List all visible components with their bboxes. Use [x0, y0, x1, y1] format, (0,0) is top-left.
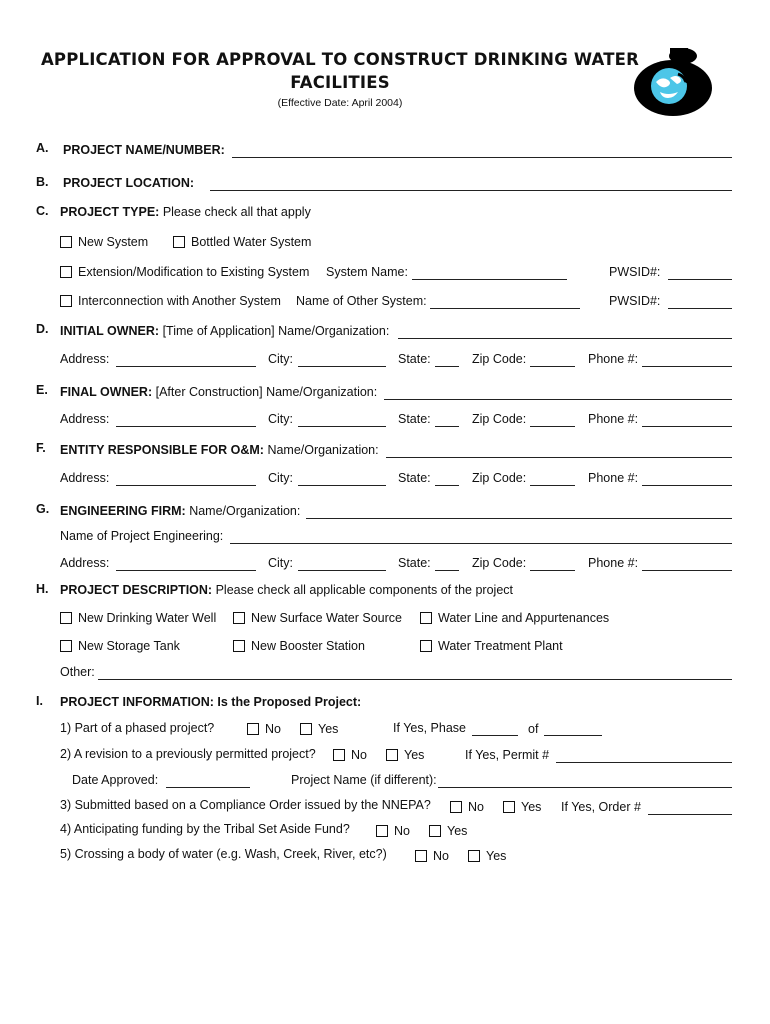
date-approved-label: Date Approved:	[72, 773, 159, 787]
section-letter-d: D.	[36, 322, 49, 336]
city-field-e[interactable]	[298, 426, 386, 427]
form-title-line1: APPLICATION FOR APPROVAL TO CONSTRUCT DRINKING WATER	[40, 50, 640, 69]
system-name-label: System Name:	[326, 265, 408, 279]
project-location-field[interactable]	[210, 190, 732, 191]
interconnection-label: Interconnection with Another System	[78, 294, 281, 308]
city-field-f[interactable]	[298, 485, 386, 486]
project-type-instruction: Please check all that apply	[162, 205, 311, 219]
address-label-f: Address:	[60, 471, 110, 485]
pwsid-field-2[interactable]	[668, 308, 732, 309]
checkbox-new-system[interactable]	[60, 236, 72, 248]
q1-yes-label: Yes	[318, 722, 339, 736]
phone-field-e[interactable]	[642, 426, 732, 427]
new-well-label: New Drinking Water Well	[78, 611, 217, 625]
other-system-name-field[interactable]	[430, 308, 580, 309]
engineering-firm-heading	[60, 504, 300, 518]
om-entity-heading	[60, 443, 379, 457]
project-description-instruction: Please check all applicable components of the project	[215, 583, 513, 597]
q4-yes-label: Yes	[447, 824, 468, 838]
zip-field-e[interactable]	[530, 426, 575, 427]
q5-no-label: No	[433, 849, 449, 863]
om-entity-label: ENTITY RESPONSIBLE FOR O&M:	[60, 443, 264, 457]
city-label-e: City:	[268, 412, 293, 426]
section-letter-b: B.	[36, 175, 49, 189]
checkbox-q3-yes[interactable]	[503, 801, 515, 813]
zip-label-e: Zip Code:	[472, 412, 527, 426]
initial-owner-label: INITIAL OWNER:	[60, 324, 160, 338]
checkbox-interconnection[interactable]	[60, 295, 72, 307]
checkbox-q1-no[interactable]	[247, 723, 259, 735]
phone-label-g: Phone #:	[588, 556, 639, 570]
checkbox-treatment-plant[interactable]	[420, 640, 432, 652]
checkbox-q4-no[interactable]	[376, 825, 388, 837]
phone-label-e: Phone #:	[588, 412, 639, 426]
treatment-plant-label: Water Treatment Plant	[438, 639, 563, 653]
extension-label: Extension/Modification to Existing System	[78, 265, 310, 279]
q1-label: 1) Part of a phased project?	[60, 721, 215, 735]
section-letter-i: I.	[36, 694, 43, 708]
system-name-field[interactable]	[412, 279, 567, 280]
new-system-label: New System	[78, 235, 149, 249]
project-name-field[interactable]	[232, 157, 732, 158]
booster-station-label: New Booster Station	[251, 639, 365, 653]
zip-label-f: Zip Code:	[472, 471, 527, 485]
storage-tank-label: New Storage Tank	[78, 639, 180, 653]
state-label-e: State:	[398, 412, 431, 426]
effective-date: (Effective Date: April 2004)	[277, 97, 403, 109]
q1-of-label: of	[528, 722, 539, 736]
initial-owner-heading	[60, 324, 389, 338]
form-title-line2: FACILITIES	[290, 73, 390, 92]
final-owner-detail: [After Construction] Name/Organization:	[155, 385, 378, 399]
city-field-g[interactable]	[298, 570, 386, 571]
q4-label: 4) Anticipating funding by the Tribal Set Aside Fund?	[60, 822, 350, 836]
q5-label: 5) Crossing a body of water (e.g. Wash, Creek, River, etc?)	[60, 847, 387, 861]
phase-field[interactable]	[472, 735, 518, 736]
project-name-label: PROJECT NAME/NUMBER:	[63, 143, 225, 157]
other-label: Other:	[60, 665, 95, 679]
q2-ifyes-label: If Yes, Permit #	[465, 748, 550, 762]
checkbox-bottled-water[interactable]	[173, 236, 185, 248]
address-label-g: Address:	[60, 556, 110, 570]
order-number-field[interactable]	[648, 814, 732, 815]
city-label-d: City:	[268, 352, 293, 366]
checkbox-q5-yes[interactable]	[468, 850, 480, 862]
checkbox-extension[interactable]	[60, 266, 72, 278]
checkbox-q2-no[interactable]	[333, 749, 345, 761]
initial-owner-detail: [Time of Application] Name/Organization:	[162, 324, 390, 338]
address-field-f[interactable]	[116, 485, 256, 486]
zip-label-d: Zip Code:	[472, 352, 527, 366]
state-field-e[interactable]	[435, 426, 459, 427]
city-field-d[interactable]	[298, 366, 386, 367]
project-description-heading	[60, 583, 513, 597]
state-label-d: State:	[398, 352, 431, 366]
checkbox-q5-no[interactable]	[415, 850, 427, 862]
checkbox-booster-station[interactable]	[233, 640, 245, 652]
section-letter-f: F.	[36, 441, 46, 455]
section-letter-e: E.	[36, 383, 48, 397]
q3-no-label: No	[468, 800, 484, 814]
project-name-different-label: Project Name (if different):	[291, 773, 437, 787]
engineering-firm-name-field[interactable]	[306, 518, 732, 519]
date-approved-field[interactable]	[166, 787, 250, 788]
project-description-label: PROJECT DESCRIPTION:	[60, 583, 213, 597]
pwsid-label-1: PWSID#:	[609, 265, 661, 279]
zip-field-g[interactable]	[530, 570, 575, 571]
q3-yes-label: Yes	[521, 800, 542, 814]
state-field-g[interactable]	[435, 570, 459, 571]
city-label-f: City:	[268, 471, 293, 485]
engineering-firm-label: ENGINEERING FIRM:	[60, 504, 186, 518]
project-engineering-field[interactable]	[230, 543, 732, 544]
phone-label-d: Phone #:	[588, 352, 639, 366]
project-type-label: PROJECT TYPE:	[60, 205, 160, 219]
project-information-label: PROJECT INFORMATION: Is the Proposed Project:	[60, 695, 362, 709]
q5-yes-label: Yes	[486, 849, 507, 863]
q2-label: 2) A revision to a previously permitted project?	[60, 747, 316, 761]
checkbox-surface-water[interactable]	[233, 612, 245, 624]
address-label-d: Address:	[60, 352, 110, 366]
project-name-different-field[interactable]	[438, 787, 732, 788]
agency-logo-icon	[632, 44, 714, 118]
zip-field-d[interactable]	[530, 366, 575, 367]
other-system-name-label: Name of Other System:	[296, 294, 427, 308]
address-field-g[interactable]	[116, 570, 256, 571]
om-entity-detail: Name/Organization:	[267, 443, 379, 457]
state-field-f[interactable]	[435, 485, 459, 486]
pwsid-field-1[interactable]	[668, 279, 732, 280]
phone-field-g[interactable]	[642, 570, 732, 571]
checkbox-storage-tank[interactable]	[60, 640, 72, 652]
section-letter-g: G.	[36, 502, 50, 516]
section-letter-h: H.	[36, 582, 49, 596]
om-entity-name-field[interactable]	[386, 457, 732, 458]
project-engineering-label: Name of Project Engineering:	[60, 529, 224, 543]
q1-no-label: No	[265, 722, 281, 736]
phone-field-f[interactable]	[642, 485, 732, 486]
q4-no-label: No	[394, 824, 410, 838]
state-label-g: State:	[398, 556, 431, 570]
pwsid-label-2: PWSID#:	[609, 294, 661, 308]
project-location-label: PROJECT LOCATION:	[63, 176, 195, 190]
final-owner-heading	[60, 385, 377, 399]
phone-label-f: Phone #:	[588, 471, 639, 485]
engineering-firm-detail: Name/Organization:	[189, 504, 301, 518]
phase-of-field[interactable]	[544, 735, 602, 736]
checkbox-q1-yes[interactable]	[300, 723, 312, 735]
bottled-water-label: Bottled Water System	[191, 235, 312, 249]
state-field-d[interactable]	[435, 366, 459, 367]
phone-field-d[interactable]	[642, 366, 732, 367]
city-label-g: City:	[268, 556, 293, 570]
water-line-label: Water Line and Appurtenances	[438, 611, 610, 625]
checkbox-q3-no[interactable]	[450, 801, 462, 813]
initial-owner-name-field[interactable]	[398, 338, 732, 339]
q1-ifyes-label: If Yes, Phase	[393, 721, 466, 735]
q2-yes-label: Yes	[404, 748, 425, 762]
address-field-d[interactable]	[116, 366, 256, 367]
address-label-e: Address:	[60, 412, 110, 426]
final-owner-label: FINAL OWNER:	[60, 385, 153, 399]
q3-label: 3) Submitted based on a Compliance Order issued by the NNEPA?	[60, 798, 431, 812]
checkbox-water-line[interactable]	[420, 612, 432, 624]
state-label-f: State:	[398, 471, 431, 485]
final-owner-name-field[interactable]	[384, 399, 732, 400]
surface-water-label: New Surface Water Source	[251, 611, 402, 625]
section-letter-c: C.	[36, 204, 49, 218]
section-letter-a: A.	[36, 141, 49, 155]
address-field-e[interactable]	[116, 426, 256, 427]
project-type-heading	[60, 205, 311, 219]
zip-label-g: Zip Code:	[472, 556, 527, 570]
zip-field-f[interactable]	[530, 485, 575, 486]
permit-number-field[interactable]	[556, 762, 732, 763]
checkbox-new-well[interactable]	[60, 612, 72, 624]
q3-ifyes-label: If Yes, Order #	[561, 800, 641, 814]
checkbox-q2-yes[interactable]	[386, 749, 398, 761]
q2-no-label: No	[351, 748, 367, 762]
checkbox-q4-yes[interactable]	[429, 825, 441, 837]
other-field[interactable]	[98, 679, 732, 680]
